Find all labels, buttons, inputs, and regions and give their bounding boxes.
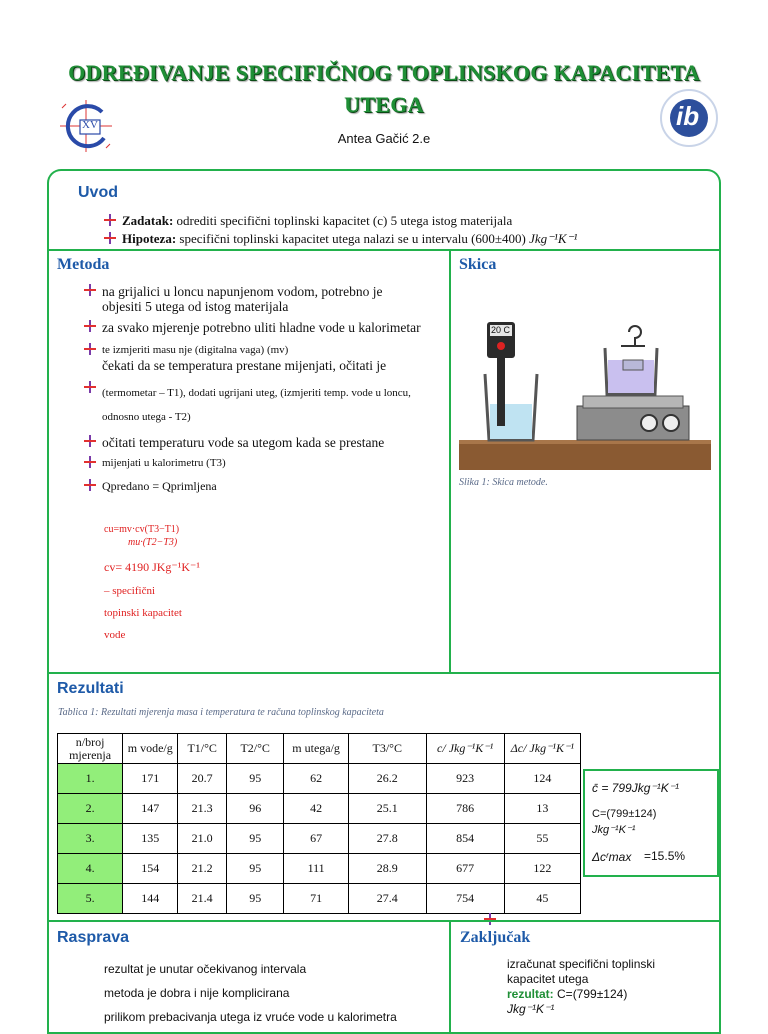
col-header: Δc/ Jkg⁻¹K⁻¹ <box>504 734 580 764</box>
table-cell: 677 <box>426 854 504 884</box>
summary-c-unit: Jkg⁻¹K⁻¹ <box>592 824 636 836</box>
zakljucak-text: izračunat specifični toplinski kapacitet utega rezultat: C=(799±124) Jkg⁻¹K⁻¹ <box>507 957 656 1016</box>
thermometer-label: 20 C <box>491 325 511 335</box>
col-header: m vode/g <box>123 734 178 764</box>
summary-dc-value: =15.5% <box>644 849 686 863</box>
rasprava-line: prilikom prebacivanja utega iz vruće vode u kalorimetra <box>104 1010 397 1024</box>
table-cell: 21.3 <box>178 794 227 824</box>
table-cell: 95 <box>227 884 284 914</box>
cv-desc: – specifični topinski kapacitet vode <box>104 585 182 641</box>
table-cell: 95 <box>227 764 284 794</box>
table-cell: 111 <box>284 854 349 884</box>
table-cell: 21.0 <box>178 824 227 854</box>
table-cell: 3. <box>58 824 123 854</box>
table-cell: 26.2 <box>348 764 426 794</box>
table-cell: 62 <box>284 764 349 794</box>
hipoteza-item: Hipoteza: specifični toplinski kapacitet utega nalazi se u intervalu (600±400) Jkg⁻¹K⁻¹ <box>104 231 577 246</box>
table-cell: 1. <box>58 764 123 794</box>
cv-line: cv= 4190 JKg⁻¹K⁻¹ <box>104 560 200 574</box>
results-table <box>57 733 581 914</box>
metoda-line: mijenjati u kalorimetru (T3) <box>84 456 424 471</box>
rasprava-list <box>104 957 397 1029</box>
ib-logo-text: ib <box>676 101 700 131</box>
table-cell: 45 <box>504 884 580 914</box>
table-cell: 20.7 <box>178 764 227 794</box>
summary-c: C=(799±124) <box>592 808 657 820</box>
logo-text: XV <box>82 119 98 131</box>
table-cell: 754 <box>426 884 504 914</box>
bullet-icon <box>84 456 96 468</box>
bullet-icon <box>84 343 96 355</box>
summary-mean: c̄ = 799Jkg⁻¹K⁻¹ <box>592 781 680 795</box>
table-cell: 67 <box>284 824 349 854</box>
table-cell: 95 <box>227 854 284 884</box>
ib-logo <box>659 88 719 148</box>
col-header: n/broj mjerenja <box>58 734 123 764</box>
table-row <box>58 794 581 824</box>
table-cell: 135 <box>123 824 178 854</box>
table-cell: 55 <box>504 824 580 854</box>
formula-denominator: mu·(T2−T3) <box>128 537 178 548</box>
uvod-title: Uvod <box>78 184 118 201</box>
table-row <box>58 824 581 854</box>
table-cell: 27.8 <box>348 824 426 854</box>
table-row <box>58 884 581 914</box>
table-cell: 122 <box>504 854 580 884</box>
method-sketch <box>459 316 711 471</box>
metoda-line: na grijalici u loncu napunjenom vodom, potrebno je objesiti 5 utega od istog materijala <box>84 284 424 314</box>
bullet-icon <box>84 381 96 393</box>
table-row <box>58 854 581 884</box>
metoda-list <box>84 284 424 494</box>
table-cell: 95 <box>227 824 284 854</box>
col-header: T3/°C <box>348 734 426 764</box>
bullet-icon <box>84 479 96 491</box>
table-cell: 171 <box>123 764 178 794</box>
bullet-icon <box>84 320 96 332</box>
table-cell: 21.2 <box>178 854 227 884</box>
metoda-line: (termometar – T1), dodati ugrijani uteg, (izmjeriti temp. vode u loncu, odnosno utega - T2) <box>84 381 424 429</box>
skica-caption: Slika 1: Skica metode. <box>459 477 548 488</box>
table-cell: 124 <box>504 764 580 794</box>
bullet-icon <box>84 435 96 447</box>
table-cell: 25.1 <box>348 794 426 824</box>
table-cell: 13 <box>504 794 580 824</box>
rasprava-title: Rasprava <box>57 929 130 946</box>
rezultati-title: Rezultati <box>57 680 124 697</box>
metoda-line: za svako mjerenje potrebno uliti hladne vode u kalorimetar <box>84 320 424 335</box>
rasprava-line: rezultat je unutar očekivanog intervala <box>104 962 307 976</box>
table-cell: 28.9 <box>348 854 426 884</box>
table-cell: 923 <box>426 764 504 794</box>
table-cell: 5. <box>58 884 123 914</box>
col-header: T2/°C <box>227 734 284 764</box>
table-cell: 96 <box>227 794 284 824</box>
table-cell: 854 <box>426 824 504 854</box>
table-cell: 42 <box>284 794 349 824</box>
formula <box>104 523 179 549</box>
summary-dc: Δcʳmax <box>592 850 632 864</box>
col-header: c/ Jkg⁻¹K⁻¹ <box>426 734 504 764</box>
school-logo <box>58 98 114 154</box>
table-caption: Tablica 1: Rezultati mjerenja masa i temperatura te računa toplinskog kapaciteta <box>58 707 384 718</box>
table-cell: 2. <box>58 794 123 824</box>
table-cell: 21.4 <box>178 884 227 914</box>
col-header: T1/°C <box>178 734 227 764</box>
table-cell: 786 <box>426 794 504 824</box>
table-cell: 71 <box>284 884 349 914</box>
bullet-icon <box>104 214 116 226</box>
metoda-line: očitati temperaturu vode sa utegom kada se prestane <box>84 435 424 450</box>
title-line-1: ODREĐIVANJE SPECIFIČNOG TOPLINSKOG KAPACITETA <box>68 60 700 85</box>
metoda-line: te izmjeriti masu nje (digitalna vaga) (mv) <box>84 343 424 358</box>
metoda-line: Qpredano = Qprimljena <box>84 479 424 494</box>
table-cell: 144 <box>123 884 178 914</box>
metoda-line: čekati da se temperatura prestane mijenjati, očitati je <box>102 358 387 373</box>
title-line-2: UTEGA <box>344 92 424 117</box>
bullet-icon <box>84 284 96 296</box>
skica-title: Skica <box>459 256 497 273</box>
bullet-icon <box>104 232 116 244</box>
table-row <box>58 764 581 794</box>
table-cell: 154 <box>123 854 178 884</box>
author: Antea Gačić 2.e <box>337 131 431 146</box>
col-header: m utega/g <box>284 734 349 764</box>
zakljucak-title: Zaključak <box>460 929 531 946</box>
rasprava-line: metoda je dobra i nije komplicirana <box>104 986 290 1000</box>
zadatak-item: Zadatak: odrediti specifični toplinski kapacitet (c) 5 utega istog materijala <box>104 213 512 228</box>
formula-numerator: cu=mv·cv(T3−T1) <box>104 524 180 535</box>
table-cell: 4. <box>58 854 123 884</box>
table-cell: 147 <box>123 794 178 824</box>
table-header-row <box>58 734 581 764</box>
table-cell: 27.4 <box>348 884 426 914</box>
metoda-title: Metoda <box>57 256 110 273</box>
